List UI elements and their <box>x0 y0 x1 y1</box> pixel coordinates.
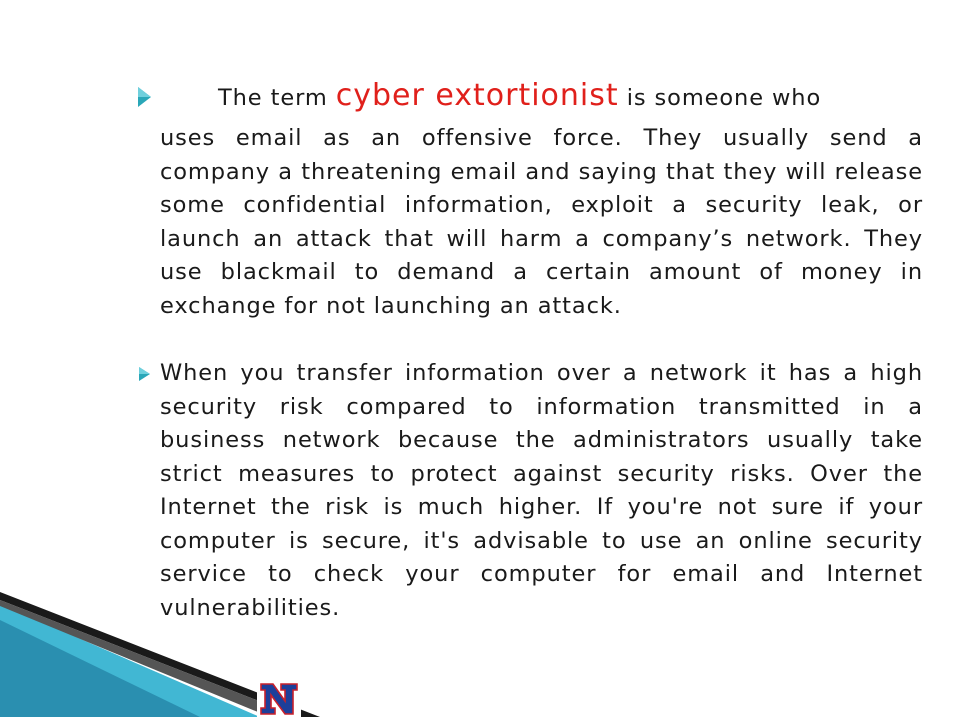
bullet-1-body: uses email as an offensive force. They usually send a company a threatening email and saying that they will release some confidential information, exploit a security leak, or launch an attack that will harm a company’s network. They use blackmail to demand a certain amount of money in exchange for not launching an attack. <box>160 125 923 319</box>
n-logo-icon <box>257 681 301 717</box>
bullet-1-first-line <box>160 78 923 113</box>
bullet-1-first-line-rest: is someone who <box>618 85 822 111</box>
bullet-2-text: When you transfer information over a network it has a high security risk compared to information transmitted in a business network because the administrators usually take strict measures to protect against security risks. Over the Internet the risk is much higher. If you're not sure if your computer is secure, it's advisable to use an online security service to check your computer for email and Internet vulnerabilities. <box>160 360 923 621</box>
bullet-arrow-icon <box>138 366 151 382</box>
highlight-term: cyber extortionist <box>335 78 619 113</box>
bullet-1-lead: The term <box>218 85 336 111</box>
bullet-arrow-icon <box>136 86 153 108</box>
